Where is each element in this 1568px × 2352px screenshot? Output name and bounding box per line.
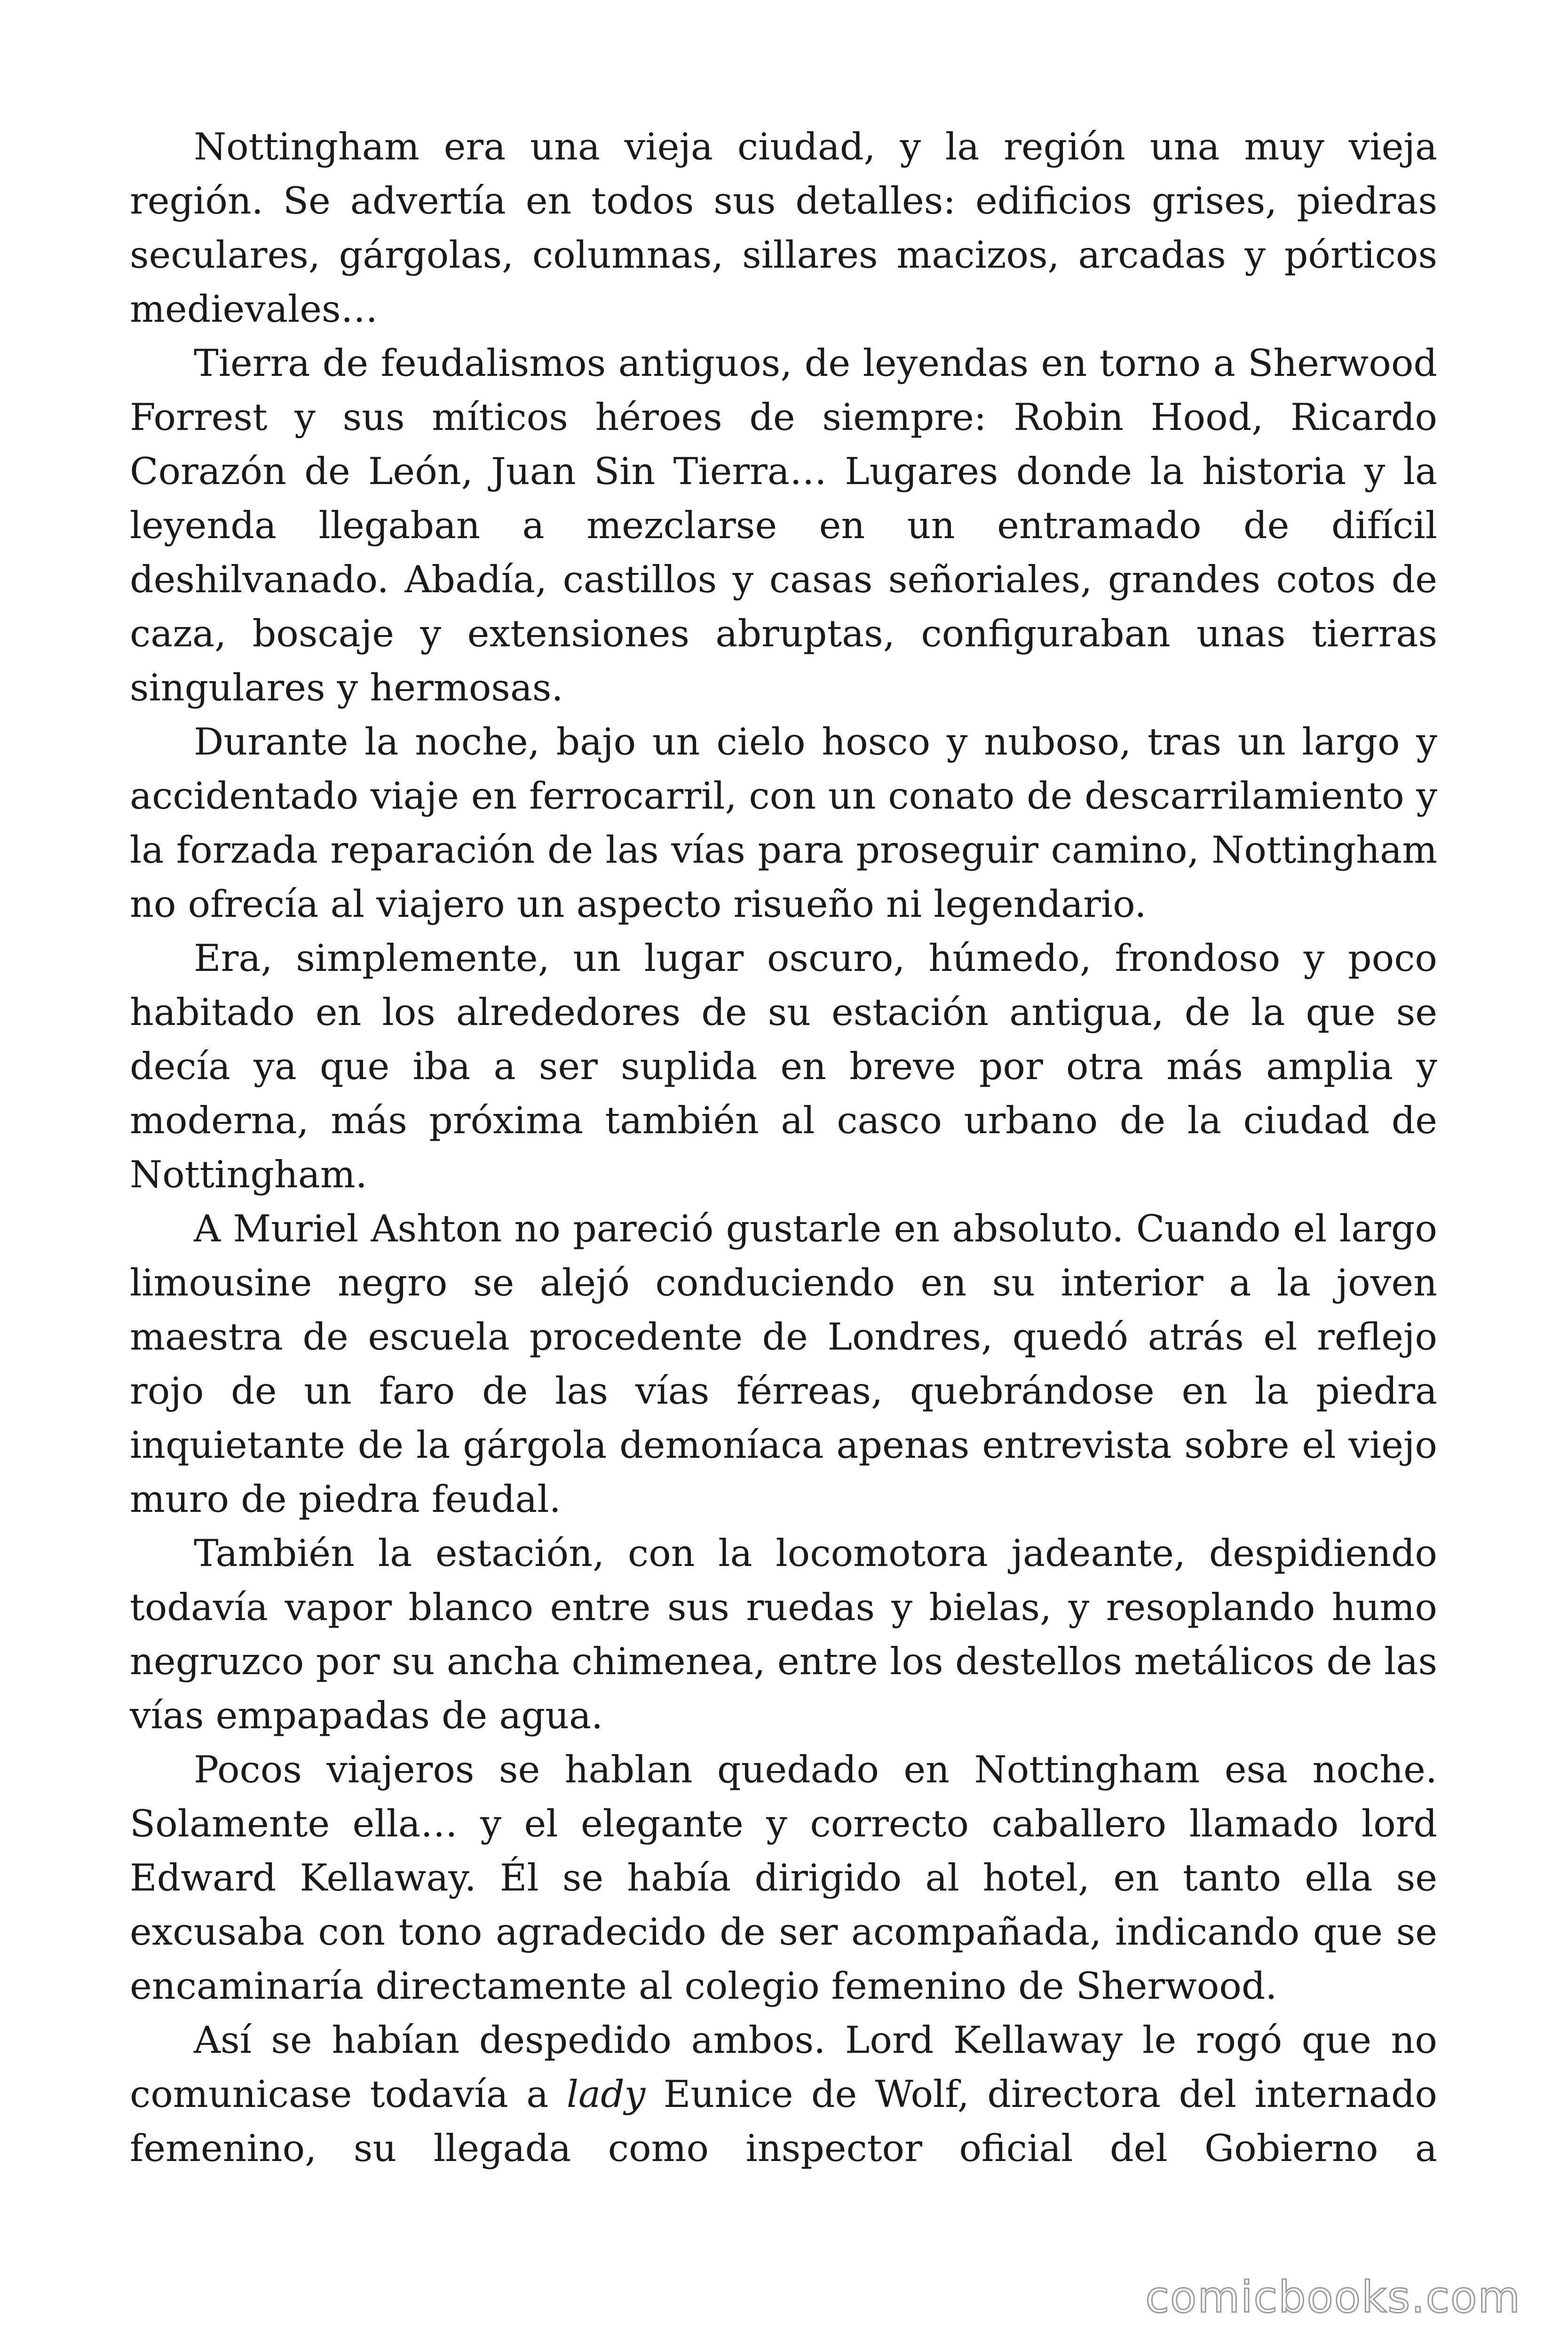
paragraph: Nottingham era una vieja ciudad, y la región una muy vieja región. Se advertía en todos sus detalles: edificios grises, piedras seculares, gárgolas, columnas, sillares macizos, arcadas y pórticos medievales… bbox=[130, 125, 1437, 331]
paragraph-text: Así se habían despedido ambos. Lord Kellaway le rogó que no comunicase todavía a bbox=[130, 2018, 1437, 2116]
paragraph: A Muriel Ashton no pareció gustarle en absoluto. Cuando el largo limousine negro se alejó conduciendo en su interior a la joven maestra de escuela procedente de Londres, quedó atrás el reflejo rojo de un faro de las vías férreas, quebrándose en la piedra inquietante de la gárgola demoníaca apenas entrevista sobre el viejo muro de piedra feudal. bbox=[130, 1207, 1437, 1521]
paragraph-text: Eunice de Wolf, directora del internado femenino, su llegada como inspector oficial del Gobierno a bbox=[130, 2073, 1437, 2170]
paragraph: Tierra de feudalismos antiguos, de leyendas en torno a Sherwood Forrest y sus míticos héroes de siempre: Robin Hood, Ricardo Corazón de León, Juan Sin Tierra… Lugares donde la historia y la leyenda llegaban a mezclarse en un entramado de difícil deshilvanado. Abadía, castillos y casas señoriales, grandes cotos de caza, boscaje y extensiones abruptas, configuraban unas tierras singulares y hermosas. bbox=[130, 342, 1437, 709]
page-body bbox=[130, 120, 1437, 2176]
paragraph-last bbox=[130, 2013, 1437, 2176]
italic-word: lady bbox=[566, 2073, 646, 2116]
paragraph: También la estación, con la locomotora jadeante, despidiendo todavía vapor blanco entre sus ruedas y bielas, y resoplando humo negruzco por su ancha chimenea, entre los destellos metálicos de las vías empapadas de agua. bbox=[130, 1532, 1437, 1737]
watermark-logo: comicbooks.com bbox=[1145, 2272, 1521, 2322]
paragraph: Durante la noche, bajo un cielo hosco y nuboso, tras un largo y accidentado viaje en ferrocarril, con un conato de descarrilamiento y la forzada reparación de las vías para proseguir camino, Nottingham no ofrecía al viajero un aspecto risueño ni legendario. bbox=[130, 720, 1437, 926]
paragraph: Era, simplemente, un lugar oscuro, húmedo, frondoso y poco habitado en los alrededores de su estación antigua, de la que se decía ya que iba a ser suplida en breve por otra más amplia y moderna, más próxima también al casco urbano de la ciudad de Nottingham. bbox=[130, 937, 1437, 1196]
paragraph: Pocos viajeros se hablan quedado en Nottingham esa noche. Solamente ella… y el elegante y correcto caballero llamado lord Edward Kellaway. Él se había dirigido al hotel, en tanto ella se excusaba con tono agradecido de ser acompañada, indicando que se encaminaría directamente al colegio femenino de Sherwood. bbox=[130, 1748, 1437, 2008]
